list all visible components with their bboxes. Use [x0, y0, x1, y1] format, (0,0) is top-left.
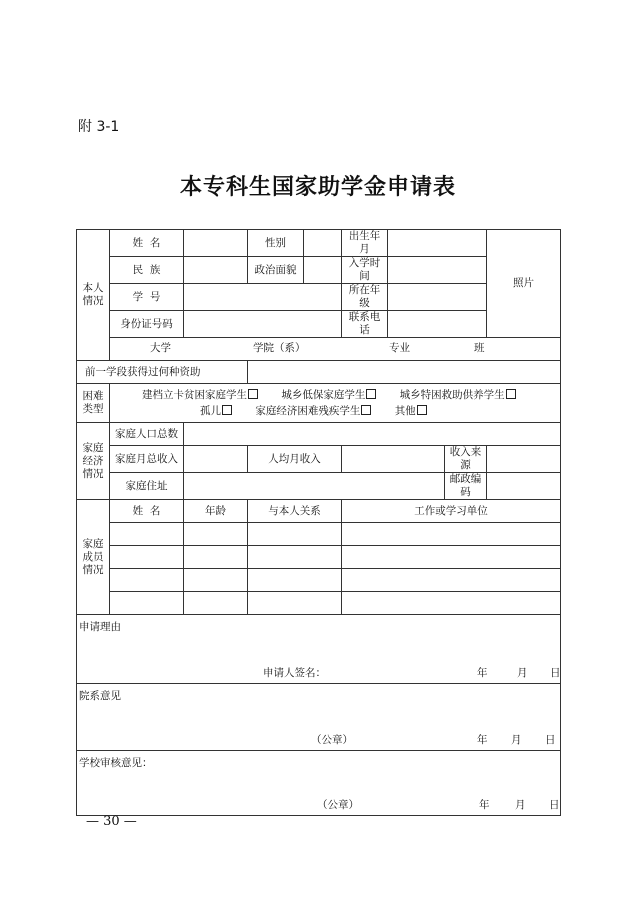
- application-form-table: [76, 229, 561, 816]
- postcode-label: 邮政编码: [445, 473, 487, 500]
- phone-field[interactable]: [388, 311, 487, 338]
- enroll-field[interactable]: [388, 257, 487, 284]
- checkbox-icon: [417, 405, 427, 415]
- dept-opinion-area[interactable]: 院系意见 （公章） 年 月 日: [77, 684, 561, 751]
- option-poverty-archive[interactable]: 建档立卡贫困家庭学生: [142, 387, 258, 403]
- dept-opinion-label: 院系意见: [79, 690, 121, 702]
- annex-number: 附 3-1: [78, 119, 120, 135]
- id-card-label: 身份证号码: [110, 311, 184, 338]
- prior-aid-field[interactable]: [248, 361, 561, 384]
- option-minimum-living[interactable]: 城乡低保家庭学生: [281, 387, 376, 403]
- page-number: — 30 —: [86, 814, 137, 829]
- ethnicity-field[interactable]: [184, 257, 248, 284]
- section-hardship: 困难 类型: [77, 384, 110, 423]
- student-id-field[interactable]: [184, 284, 342, 311]
- birth-field[interactable]: [388, 230, 487, 257]
- signature-label: 申请人签名：: [263, 667, 326, 679]
- class-label: 班: [474, 342, 485, 354]
- family-header-workplace: 工作或学习单位: [342, 500, 561, 523]
- name-field[interactable]: [184, 230, 248, 257]
- prior-aid-label: 前一学段获得过何种资助: [77, 361, 248, 384]
- school-review-label: 学校审核意见：: [79, 757, 153, 769]
- section-family: 家庭 成员 情况: [77, 500, 110, 615]
- reason-area[interactable]: 申请理由 申请人签名： 年 月 日: [77, 615, 561, 684]
- school-seal: （公章）: [317, 799, 359, 811]
- income-source-label: 收入来源: [445, 446, 487, 473]
- phone-label: 联系电话: [342, 311, 388, 338]
- per-capita-field[interactable]: [342, 446, 445, 473]
- family-header-age: 年龄: [184, 500, 248, 523]
- option-special-hardship[interactable]: 城乡特困救助供养学生: [400, 387, 516, 403]
- major-label: 专业: [389, 342, 410, 354]
- family-row: [77, 592, 561, 615]
- grade-label: 所在年级: [342, 284, 388, 311]
- birth-label: 出生年月: [342, 230, 388, 257]
- political-label: 政治面貌: [248, 257, 304, 284]
- population-label: 家庭人口总数: [110, 423, 184, 446]
- postcode-field[interactable]: [487, 473, 561, 500]
- id-card-field[interactable]: [184, 311, 342, 338]
- form-title: 本专科生国家助学金申请表: [179, 174, 456, 200]
- monthly-income-field[interactable]: [184, 446, 248, 473]
- political-field[interactable]: [304, 257, 342, 284]
- section-personal: 本人 情况: [77, 230, 110, 361]
- dept-seal: （公章）: [311, 734, 353, 746]
- school-info-row[interactable]: [110, 338, 561, 361]
- address-label: 家庭住址: [110, 473, 184, 500]
- checkbox-icon: [506, 389, 516, 399]
- college-label: 学院（系）: [253, 342, 306, 354]
- per-capita-label: 人均月收入: [248, 446, 342, 473]
- option-orphan[interactable]: 孤儿: [200, 403, 232, 419]
- checkbox-icon: [248, 389, 258, 399]
- income-source-field[interactable]: [487, 446, 561, 473]
- option-disabled[interactable]: 家庭经济困难残疾学生: [255, 403, 371, 419]
- enroll-label: 入学时间: [342, 257, 388, 284]
- reason-label: 申请理由: [79, 621, 121, 633]
- school-review-area[interactable]: 学校审核意见： （公章） 年 月 日: [77, 751, 561, 816]
- university-label: 大学: [150, 342, 171, 354]
- family-row: [77, 569, 561, 592]
- student-id-label: 学 号: [110, 284, 184, 311]
- address-field[interactable]: [184, 473, 445, 500]
- ethnicity-label: 民 族: [110, 257, 184, 284]
- name-label: 姓 名: [110, 230, 184, 257]
- gender-label: 性别: [248, 230, 304, 257]
- checkbox-icon: [222, 405, 232, 415]
- section-economy: 家庭 经济 情况: [77, 423, 110, 500]
- photo-box[interactable]: 照片: [487, 230, 561, 338]
- population-field[interactable]: [184, 423, 561, 446]
- option-other[interactable]: 其他: [395, 403, 427, 419]
- grade-field[interactable]: [388, 284, 487, 311]
- hardship-options: [110, 384, 561, 423]
- checkbox-icon: [366, 389, 376, 399]
- family-row: [77, 546, 561, 569]
- family-header-relation: 与本人关系: [248, 500, 342, 523]
- family-row: [77, 523, 561, 546]
- checkbox-icon: [361, 405, 371, 415]
- gender-field[interactable]: [304, 230, 342, 257]
- family-header-name: 姓 名: [110, 500, 184, 523]
- monthly-income-label: 家庭月总收入: [110, 446, 184, 473]
